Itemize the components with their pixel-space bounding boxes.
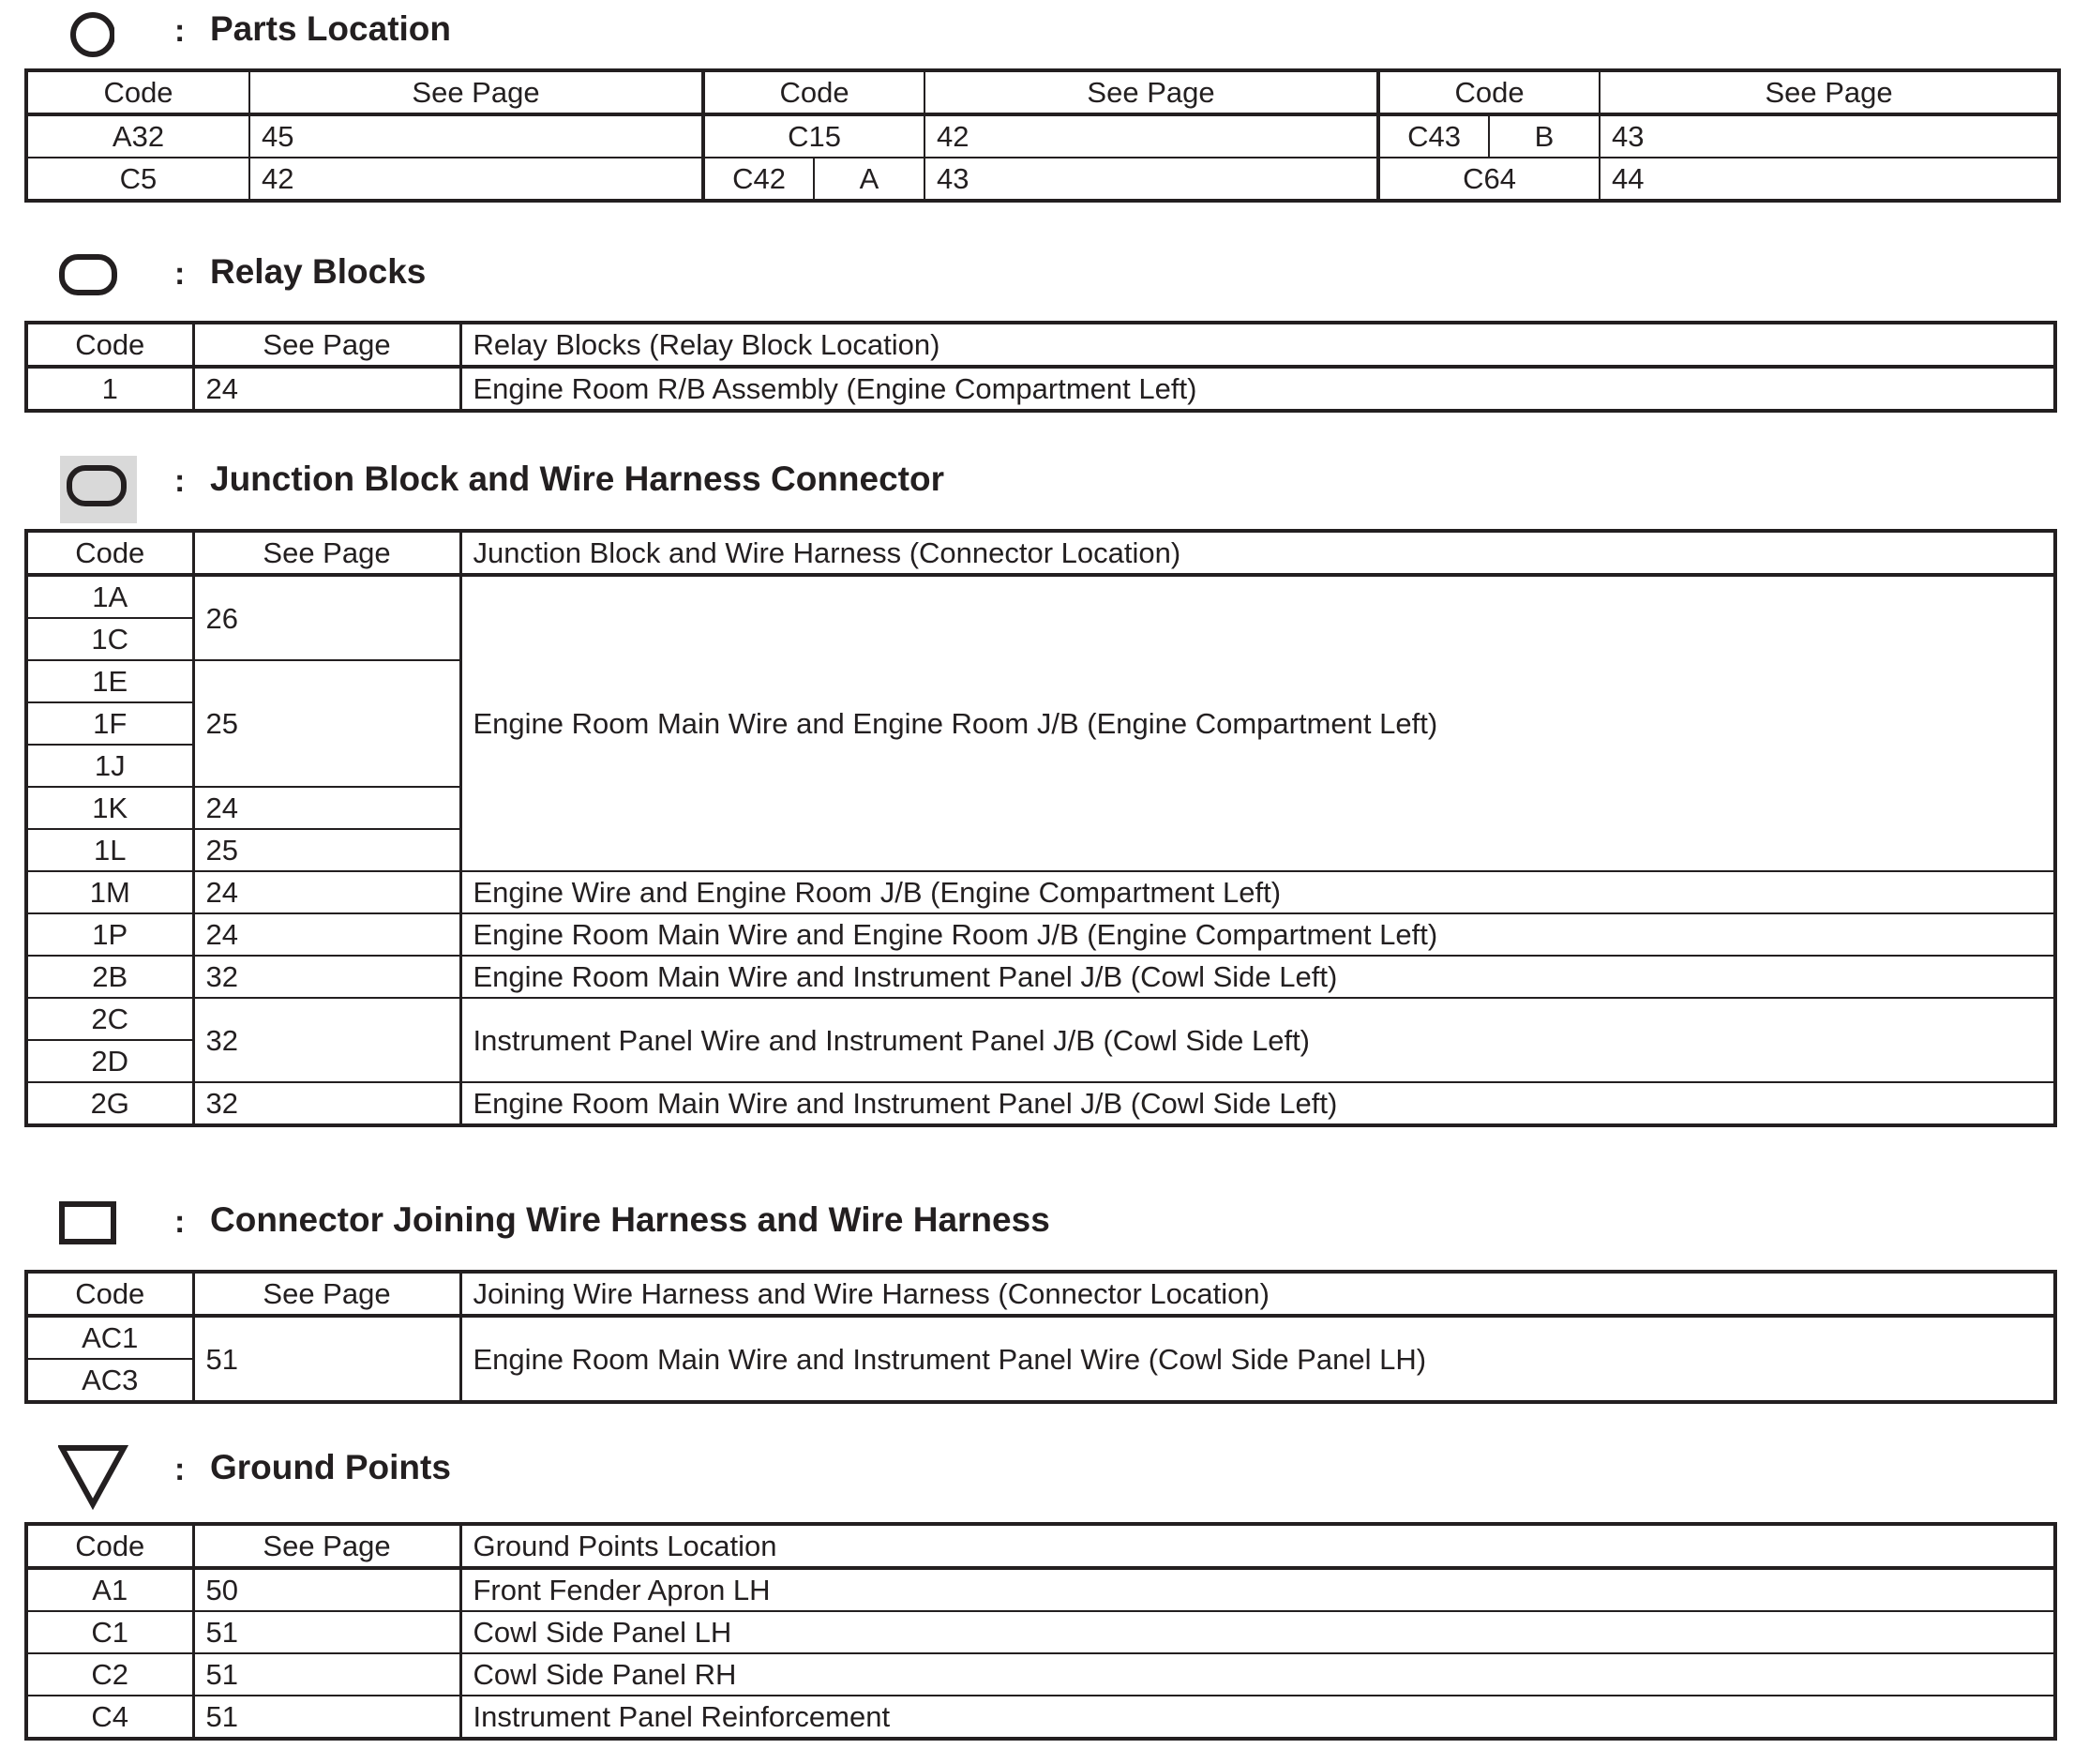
section-colon: :: [174, 463, 186, 499]
page-cell: 51: [193, 1653, 460, 1696]
code-cell: C43: [1378, 114, 1489, 158]
page-cell: 24: [193, 787, 460, 829]
page-cell: 25: [193, 829, 460, 871]
see-page-header: See Page: [924, 70, 1378, 114]
code-cell: 1M: [26, 871, 193, 913]
description-header: Joining Wire Harness and Wire Harness (Connector Location): [460, 1272, 2055, 1316]
table-row: [26, 913, 2055, 956]
code-cell: 2B: [26, 956, 193, 998]
code-cell: 2D: [26, 1040, 193, 1082]
code-suffix-cell: B: [1489, 114, 1600, 158]
code-cell: 1C: [26, 618, 193, 660]
table-header-row: [26, 323, 2055, 367]
table-header-row: [26, 531, 2055, 575]
table-row: [26, 114, 2059, 158]
page-cell: 45: [249, 114, 703, 158]
code-cell: 1E: [26, 660, 193, 702]
section-title: Ground Points: [210, 1448, 451, 1486]
page-cell: 24: [193, 913, 460, 956]
code-header: Code: [26, 1272, 193, 1316]
page-cell: 32: [193, 998, 460, 1082]
description-cell: Engine Room Main Wire and Engine Room J/B (Engine Compartment Left): [460, 913, 2055, 956]
shaded-rounded-rectangle-icon: [58, 456, 137, 528]
page-cell: 32: [193, 1082, 460, 1125]
see-page-header: See Page: [193, 531, 460, 575]
code-cell: 1F: [26, 702, 193, 745]
table-row: [26, 367, 2055, 411]
table-row: [26, 1316, 2055, 1359]
description-cell: Engine Room R/B Assembly (Engine Compartment Left): [460, 367, 2055, 411]
section-title: Connector Joining Wire Harness and Wire Harness: [210, 1200, 1050, 1239]
table-row: [26, 1568, 2055, 1611]
table-row: [26, 1611, 2055, 1653]
code-header: Code: [26, 323, 193, 367]
page-cell: 44: [1600, 158, 2059, 201]
section-title: Junction Block and Wire Harness Connector: [210, 460, 944, 498]
section-colon: :: [174, 1452, 186, 1487]
description-header: Junction Block and Wire Harness (Connector Location): [460, 531, 2055, 575]
section-title: Parts Location: [210, 9, 451, 48]
parts-location-table: [24, 68, 2061, 203]
description-cell: Engine Room Main Wire and Engine Room J/B (Engine Compartment Left): [460, 575, 2055, 871]
code-cell: C4: [26, 1696, 193, 1739]
down-triangle-icon: [58, 1444, 129, 1515]
code-cell: C1: [26, 1611, 193, 1653]
table-row: [26, 956, 2055, 998]
page-cell: 24: [193, 367, 460, 411]
table-row: [26, 1082, 2055, 1125]
code-header: Code: [26, 531, 193, 575]
code-cell: 2C: [26, 998, 193, 1040]
code-cell: C64: [1378, 158, 1600, 201]
description-header: Ground Points Location: [460, 1524, 2055, 1568]
see-page-header: See Page: [193, 1272, 460, 1316]
code-cell: A32: [26, 114, 249, 158]
circle-icon: [58, 6, 114, 67]
description-cell: Engine Room Main Wire and Instrument Panel Wire (Cowl Side Panel LH): [460, 1316, 2055, 1402]
page-cell: 24: [193, 871, 460, 913]
connector-joining-table: [24, 1270, 2057, 1404]
section-colon: :: [174, 1204, 186, 1240]
page-cell: 26: [193, 575, 460, 660]
code-header: Code: [1378, 70, 1600, 114]
page-cell: 42: [249, 158, 703, 201]
code-suffix-cell: A: [814, 158, 924, 201]
page-cell: 51: [193, 1316, 460, 1402]
code-cell: 1A: [26, 575, 193, 618]
description-cell: Instrument Panel Reinforcement: [460, 1696, 2055, 1739]
table-header-row: [26, 1524, 2055, 1568]
description-cell: Cowl Side Panel LH: [460, 1611, 2055, 1653]
code-cell: C15: [703, 114, 924, 158]
page-cell: 43: [1600, 114, 2059, 158]
rounded-rectangle-icon: [58, 249, 124, 306]
table-row: [26, 1653, 2055, 1696]
code-cell: C42: [703, 158, 814, 201]
page-cell: 51: [193, 1696, 460, 1739]
description-cell: Cowl Side Panel RH: [460, 1653, 2055, 1696]
see-page-header: See Page: [249, 70, 703, 114]
description-header: Relay Blocks (Relay Block Location): [460, 323, 2055, 367]
code-cell: 1L: [26, 829, 193, 871]
junction-block-table: [24, 529, 2057, 1127]
page-cell: 25: [193, 660, 460, 787]
page-cell: 51: [193, 1611, 460, 1653]
page-cell: 50: [193, 1568, 460, 1611]
section-title: Relay Blocks: [210, 252, 427, 291]
relay-blocks-table: [24, 321, 2057, 413]
code-cell: 1J: [26, 745, 193, 787]
page-cell: 43: [924, 158, 1378, 201]
section-colon: :: [174, 256, 186, 292]
see-page-header: See Page: [193, 1524, 460, 1568]
code-cell: 1: [26, 367, 193, 411]
see-page-header: See Page: [193, 323, 460, 367]
table-row: [26, 158, 2059, 201]
description-cell: Engine Room Main Wire and Instrument Panel J/B (Cowl Side Left): [460, 956, 2055, 998]
page-cell: 42: [924, 114, 1378, 158]
code-header: Code: [703, 70, 924, 114]
table-row: [26, 1696, 2055, 1739]
code-cell: 2G: [26, 1082, 193, 1125]
code-header: Code: [26, 70, 249, 114]
description-cell: Engine Wire and Engine Room J/B (Engine Compartment Left): [460, 871, 2055, 913]
code-cell: AC3: [26, 1359, 193, 1402]
code-cell: C2: [26, 1653, 193, 1696]
description-cell: Engine Room Main Wire and Instrument Panel J/B (Cowl Side Left): [460, 1082, 2055, 1125]
section-colon: :: [174, 13, 186, 49]
code-header: Code: [26, 1524, 193, 1568]
table-row: [26, 575, 2055, 618]
page-cell: 32: [193, 956, 460, 998]
code-cell: 1P: [26, 913, 193, 956]
code-cell: A1: [26, 1568, 193, 1611]
code-cell: AC1: [26, 1316, 193, 1359]
description-cell: Front Fender Apron LH: [460, 1568, 2055, 1611]
table-row: [26, 998, 2055, 1040]
ground-points-table: [24, 1522, 2057, 1741]
code-cell: 1K: [26, 787, 193, 829]
table-header-row: [26, 1272, 2055, 1316]
description-cell: Instrument Panel Wire and Instrument Panel J/B (Cowl Side Left): [460, 998, 2055, 1082]
rectangle-icon: [58, 1197, 124, 1254]
see-page-header: See Page: [1600, 70, 2059, 114]
table-row: [26, 871, 2055, 913]
table-header-row: [26, 70, 2059, 114]
code-cell: C5: [26, 158, 249, 201]
